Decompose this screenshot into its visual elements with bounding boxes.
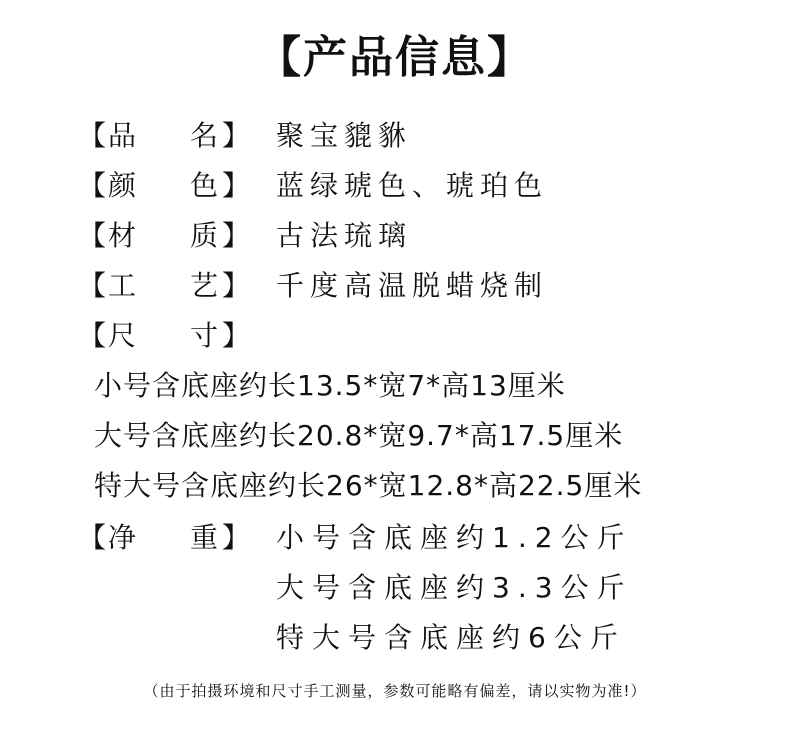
label-char-1: 颜 <box>108 169 139 202</box>
bracket-close: 】 <box>222 169 253 202</box>
bracket-open: 【 <box>78 219 109 252</box>
row-value: 千度高温脱蜡烧制 <box>276 269 549 302</box>
info-row-name <box>0 118 790 154</box>
page-title: 【产品信息】 <box>257 32 533 83</box>
label-char-2: 艺 <box>190 269 221 302</box>
bracket-close: 】 <box>222 219 253 252</box>
row-label <box>78 268 258 304</box>
bracket-open: 【 <box>78 169 109 202</box>
bracket-open: 【 <box>78 319 109 352</box>
weight-xlarge: 特大号含底座约6公斤 <box>276 621 626 654</box>
bracket-close: 】 <box>222 269 253 302</box>
row-value: 蓝绿琥色、琥珀色 <box>276 169 549 202</box>
label-char-2: 名 <box>190 119 221 152</box>
bracket-close: 】 <box>222 521 253 554</box>
weight-large: 大号含底座约3.3公斤 <box>276 571 633 604</box>
row-label <box>78 520 258 556</box>
bracket-close: 】 <box>222 119 253 152</box>
bracket-close: 】 <box>222 319 253 352</box>
info-row-material <box>0 218 790 254</box>
row-label <box>78 118 258 154</box>
label-char-2: 色 <box>190 169 221 202</box>
bracket-open: 【 <box>78 269 109 302</box>
row-value: 聚宝貔貅 <box>276 119 413 152</box>
label-char-1: 尺 <box>108 319 139 352</box>
info-row-color <box>0 168 790 204</box>
label-char-2: 寸 <box>190 319 221 352</box>
label-char-1: 工 <box>108 269 139 302</box>
row-label <box>78 318 258 354</box>
label-char-1: 材 <box>108 219 139 252</box>
label-char-1: 品 <box>108 119 139 152</box>
row-label <box>78 218 258 254</box>
info-row-craft <box>0 268 790 304</box>
bracket-open: 【 <box>78 521 109 554</box>
weight-small: 小号含底座约1.2公斤 <box>276 521 633 554</box>
row-label <box>78 168 258 204</box>
size-large: 大号含底座约长20.8*宽9.7*高17.5厘米 <box>94 419 624 452</box>
size-small: 小号含底座约长13.5*宽7*高13厘米 <box>94 369 566 402</box>
disclaimer-note: （由于拍摄环境和尺寸手工测量，参数可能略有偏差，请以实物为准!） <box>143 682 647 700</box>
label-char-2: 质 <box>190 219 221 252</box>
size-xlarge: 特大号含底座约长26*宽12.8*高22.5厘米 <box>94 469 643 502</box>
bracket-open: 【 <box>78 119 109 152</box>
label-char-2: 重 <box>190 521 221 554</box>
info-row-size <box>0 318 790 354</box>
label-char-1: 净 <box>108 521 139 554</box>
row-value: 古法琉璃 <box>276 219 413 252</box>
